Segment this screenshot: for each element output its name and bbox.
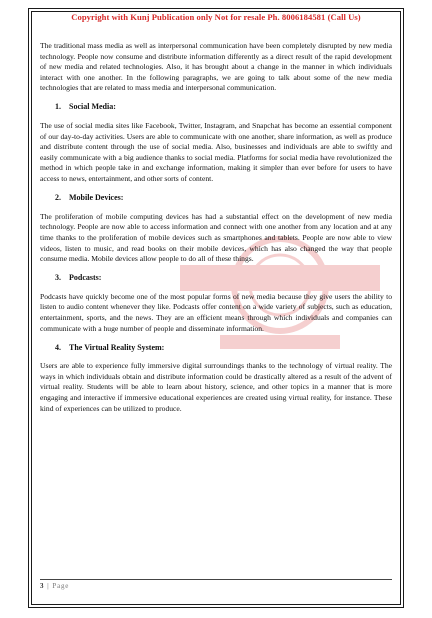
copyright-header: Copyright with Kunj Publication only Not for resale Ph. 8006184581 (Call Us) xyxy=(71,12,361,22)
section-body-social-media: The use of social media sites like Facebook, Twitter, Instagram, and Snapchat has become an essential component of our day-to-day activities. Users are able to communicate with one another, share information, as well as produce and distribute content through the use of social media. Also, businesses and individuals are able to swiftly and easily communicate with a big audience thanks to social media. Platforms for social media have revolutionized the method in which people take in and exchange information, making it simpler than ever before for users to have access to news, entertainment, and other sorts of content. xyxy=(40,121,392,184)
section-body-virtual-reality: Users are able to experience fully immersive digital surroundings thanks to the technology of virtual reality. The ways in which individuals obtain and distribute information could be drastically altered as a result of the advent of virtual reality. Students will be able to learn about history, science, and other topics in a manner that is more engaging and interactive if immersive educational experiences are created using virtual reality, for instance. These kind of experiences can be utilized to produce. xyxy=(40,361,392,413)
page-number: 3 xyxy=(40,582,44,590)
document-body xyxy=(40,41,392,423)
section-body-podcasts: Podcasts have quickly become one of the most popular forms of new media because they give users the ability to listen to audio content whenever they like. Podcasts offer content on a wide variety of subjects, such as education, entertainment, sports, and the news. They are an efficient means through which individuals and companies can communicate with a huge number of people and disseminate information. xyxy=(40,291,392,333)
page-label: Page xyxy=(52,582,70,590)
section-heading-mobile-devices: 2. Mobile Devices: xyxy=(55,193,124,203)
section-heading-virtual-reality: 4. The Virtual Reality System: xyxy=(55,342,165,352)
intro-paragraph: The traditional mass media as well as interpersonal communication have been completely disrupted by new media technology. People now consume and distribute information differently as a direct result of the rapid development of new media and related technologies. Also, it has brought about a change in the manner in which individuals interact with one another. In the following paragraphs, we are going to talk about some of the new media technologies that are related to mass media and interpersonal communication. xyxy=(40,41,392,93)
page-footer xyxy=(40,579,392,594)
section-heading-social-media: 1. Social Media: xyxy=(55,102,116,112)
section-heading-podcasts: 3. Podcasts: xyxy=(55,273,102,283)
footer-separator: | xyxy=(47,582,49,590)
section-body-mobile-devices: The proliferation of mobile computing devices has had a substantial effect on the development of new media technology. People are now able to access information and connect with one another from any location and at any time thanks to the proliferation of mobile devices such as smartphones and tablets. People are now able to view videos, listen to music, and read books on their mobile devices, which has also changed the way that people consume media. Mobile devices allow people to do all of these things. xyxy=(40,211,392,264)
